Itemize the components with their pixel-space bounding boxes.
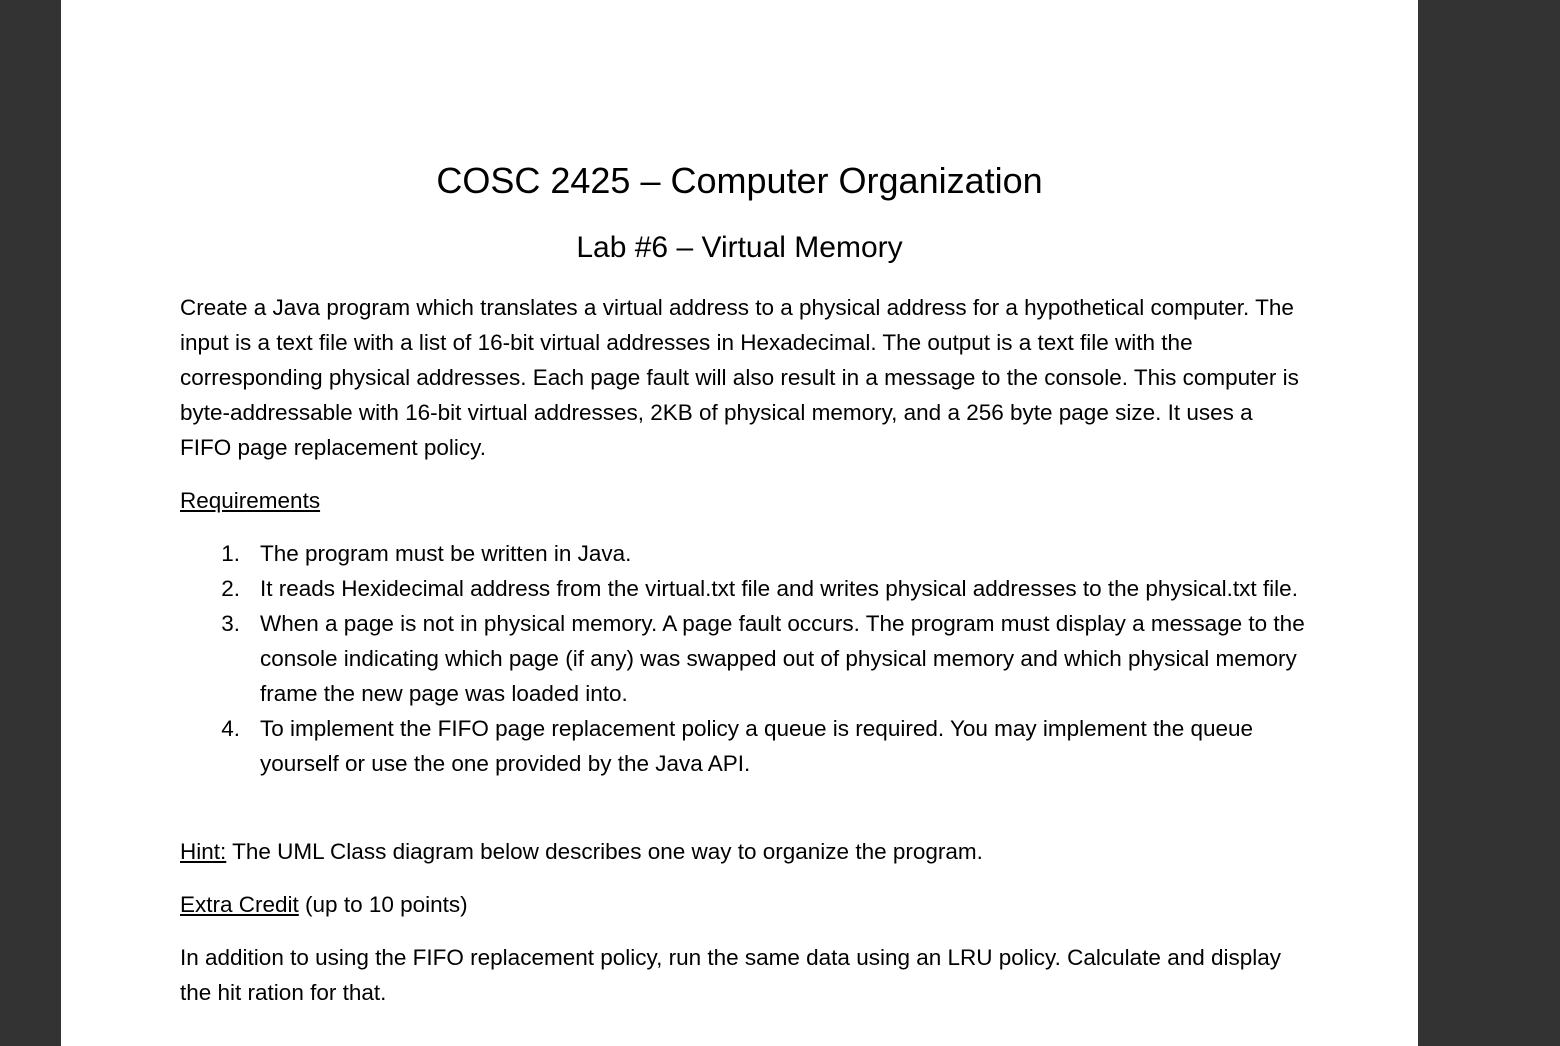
requirements-list: [180, 536, 1320, 781]
extra-credit-points: (up to 10 points): [298, 892, 468, 917]
document-page: [61, 0, 1418, 1046]
hint-label: Hint:: [180, 839, 227, 864]
list-item-number: 2.: [221, 576, 240, 601]
intro-paragraph: Create a Java program which translates a virtual address to a physical address for a hypothetical computer. The input is a text file with a list of 16-bit virtual addresses in Hexadecimal. The output is a text file with the corresponding physical addresses. Each page fault will also result in a message to the console. This computer is byte-addressable with 16-bit virtual addresses, 2KB of physical memory, and a 256 byte page size. It uses a FIFO page replacement policy.: [180, 295, 1299, 460]
list-item-text: The program must be written in Java.: [260, 541, 632, 566]
list-item: [180, 536, 1320, 571]
extra-credit-heading: [180, 887, 1305, 922]
list-item-number: 4.: [221, 716, 240, 741]
list-item-text: When a page is not in physical memory. A page fault occurs. The program must display a message to the console indicating which page (if any) was swapped out of physical memory and which physical memory frame the new page was loaded into.: [260, 611, 1305, 706]
requirements-heading-text: Requirements: [180, 488, 321, 513]
list-item: [180, 711, 1320, 781]
extra-credit-paragraph: In addition to using the FIFO replacement policy, run the same data using an LRU policy. Calculate and display the hit ration for that.: [180, 945, 1282, 1005]
requirements-heading: [180, 483, 1305, 518]
document-subtitle: Lab #6 – Virtual Memory: [576, 231, 903, 264]
list-item: [180, 571, 1320, 606]
list-item-number: 1.: [221, 541, 240, 566]
hint-text: The UML Class diagram below describes one way to organize the program.: [226, 839, 983, 864]
extra-credit-label: Extra Credit: [180, 892, 299, 917]
document-title: COSC 2425 – Computer Organization: [436, 160, 1043, 201]
list-item-text: It reads Hexidecimal address from the virtual.txt file and writes physical addresses to the physical.txt file.: [260, 576, 1298, 601]
list-item: [180, 606, 1320, 711]
list-item-number: 3.: [221, 611, 240, 636]
hint-paragraph: [180, 834, 1305, 869]
list-item-text: To implement the FIFO page replacement policy a queue is required. You may implement the queue yourself or use the one provided by the Java API.: [260, 716, 1254, 776]
